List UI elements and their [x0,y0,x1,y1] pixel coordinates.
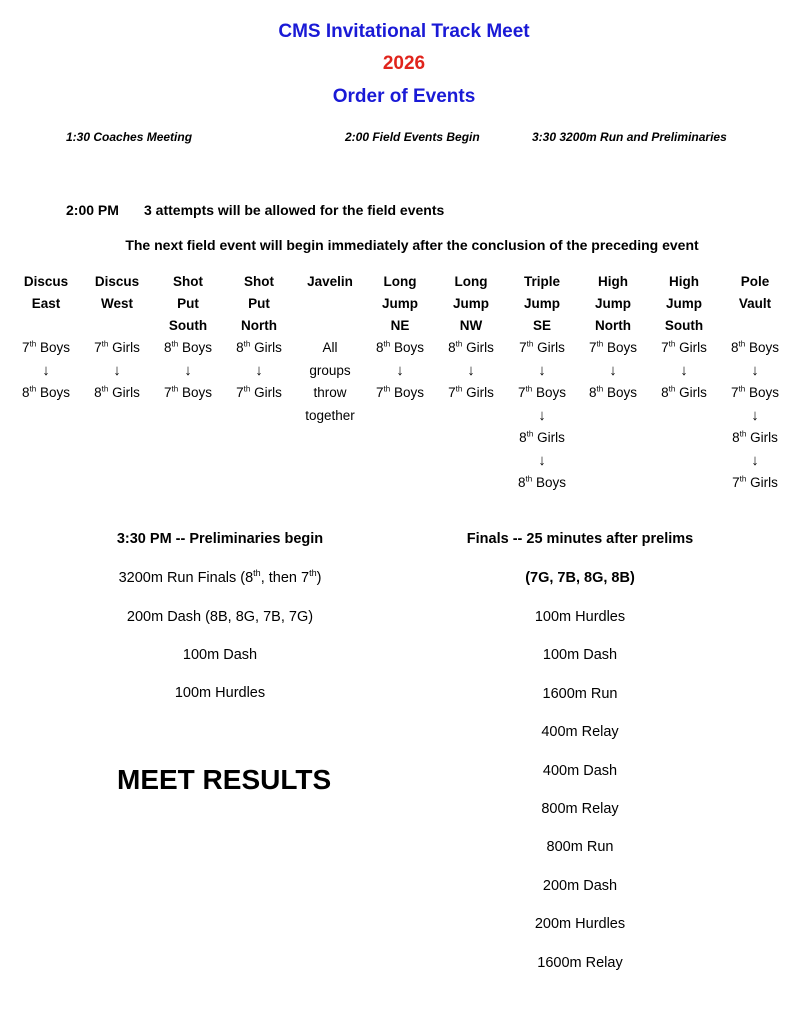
field-event-name-line: East [31,296,61,311]
field-event-name-line: NE [390,318,410,333]
field-event-group: 8th Boys [164,339,212,355]
down-arrow-icon: ↓ [396,361,404,379]
field-event-column [81,271,153,405]
prelims-run-finals: 3200m Run Finals (8th, then 7th) [118,568,322,586]
field-event-name [506,271,578,337]
field-event-column [223,271,295,405]
down-arrow-icon: ↓ [184,361,192,379]
field-event-group: 7th Girls [732,474,778,490]
field-event-group: 7th Boys [518,384,566,400]
field-event-group: 8th Boys [22,384,70,400]
field-event-column [152,271,224,405]
finals-event: 400m Dash [542,762,618,779]
field-event-name-line: NW [459,318,483,333]
field-event-name [648,271,720,337]
schedule-3200m-run: 3:30 3200m Run and Preliminaries [532,130,727,144]
finals-event: 1600m Run [542,685,618,702]
field-event-group: 7th Boys [589,339,637,355]
field-event-group: 7th Boys [376,384,424,400]
field-event-name-line: Long [454,274,488,289]
prelims-event: 200m Dash (8B, 8G, 7B, 7G) [126,609,314,625]
field-event-note: groups [309,362,351,378]
field-event-group: 8th Boys [731,339,779,355]
schedule-coaches-meeting: 1:30 Coaches Meeting [66,130,193,144]
year-label: 2026 [382,53,426,74]
field-event-column [719,271,791,495]
field-event-name-line: Shot [244,274,274,289]
down-arrow-icon: ↓ [751,406,759,424]
field-event-name [294,271,366,337]
field-event-group: 8th Girls [448,339,494,355]
field-event-note: All [322,340,338,355]
field-event-group: 7th Girls [661,339,707,355]
finals-event: 100m Hurdles [534,609,626,625]
field-event-column [648,271,720,405]
field-event-group: 8th Boys [376,339,424,355]
field-event-name-line: West [100,296,133,311]
field-event-note: throw [313,385,347,400]
field-event-name-line: South [664,318,704,333]
field-event-name-line: Long [383,274,417,289]
field-event-name-line: Vault [738,296,772,311]
field-event-name [719,271,791,337]
down-arrow-icon: ↓ [538,451,546,469]
field-event-name-line: Put [248,296,270,311]
meet-results-heading[interactable]: MEET RESULTS [117,764,332,795]
field-event-name-line: High [669,274,699,289]
finals-event: 800m Relay [541,801,619,817]
down-arrow-icon: ↓ [467,361,475,379]
field-event-name [223,271,295,337]
field-event-name-line: SE [532,318,551,333]
field-event-name-line: Jump [594,296,631,311]
finals-event: 400m Relay [541,724,619,741]
schedule-field-events: 2:00 Field Events Begin [345,130,480,144]
field-event-name-line: Discus [94,274,140,289]
finals-event: 800m Run [546,839,614,856]
field-event-name [364,271,436,337]
field-event-name [577,271,649,337]
field-event-column [435,271,507,405]
finals-order: (7G, 7B, 8G, 8B) [525,570,635,586]
field-event-column [506,271,578,495]
down-arrow-icon: ↓ [680,361,688,379]
down-arrow-icon: ↓ [751,451,759,469]
field-event-name-line: Discus [23,274,69,289]
field-event-group: 8th Girls [236,339,282,355]
field-event-group: 8th Boys [589,384,637,400]
field-event-group: 8th Girls [519,429,565,445]
field-event-column [294,271,366,427]
finals-event: 1600m Relay [537,954,623,971]
field-event-name [10,271,82,337]
finals-event: 100m Dash [542,647,618,664]
field-event-name-line: North [241,318,277,333]
field-event-name-line: Jump [452,296,489,311]
field-event-group: 7th Boys [731,384,779,400]
field-event-group: 8th Girls [94,384,140,400]
field-event-group: 7th Girls [236,384,282,400]
finals-event: 200m Hurdles [534,916,626,933]
prelims-event: 100m Dash [182,647,258,663]
page-subtitle: Order of Events [332,86,476,107]
field-event-group: 7th Boys [22,339,70,355]
field-event-name-line: Triple [523,274,560,289]
field-event-note: together [305,407,355,423]
field-event-group: 8th Girls [732,429,778,445]
field-sequence-note: The next field event will begin immediately after the conclusion of the preceding event [125,237,699,253]
field-event-name-line: Pole [740,274,770,289]
prelims-event: 100m Hurdles [174,685,266,701]
finals-event: 200m Dash [542,877,618,894]
down-arrow-icon: ↓ [751,361,759,379]
field-event-group: 8th Boys [518,474,566,490]
field-event-name [81,271,153,337]
down-arrow-icon: ↓ [42,361,50,379]
prelims-heading: 3:30 PM -- Preliminaries begin [116,531,324,547]
field-event-name [152,271,224,337]
field-event-name-line: Jump [523,296,560,311]
field-event-group: 7th Boys [164,384,212,400]
field-event-name-line: High [598,274,628,289]
down-arrow-icon: ↓ [113,361,121,379]
field-event-name-line: Shot [173,274,203,289]
page-title: CMS Invitational Track Meet [278,21,530,42]
field-event-name-line: South [168,318,208,333]
field-event-column [364,271,436,405]
field-event-name-line: Jump [381,296,418,311]
field-event-column [10,271,82,405]
down-arrow-icon: ↓ [255,361,263,379]
field-event-column [577,271,649,405]
field-start-time: 2:00 PM [66,202,119,218]
finals-heading: Finals -- 25 minutes after prelims [466,531,694,547]
field-attempts-note: 3 attempts will be allowed for the field events [144,202,445,218]
down-arrow-icon: ↓ [538,361,546,379]
field-event-group: 7th Girls [519,339,565,355]
field-event-name-line: Put [177,296,199,311]
field-event-name-line: North [595,318,631,333]
field-event-name-line: Javelin [307,274,353,289]
down-arrow-icon: ↓ [538,406,546,424]
down-arrow-icon: ↓ [609,361,617,379]
field-event-name [435,271,507,337]
field-event-group: 8th Girls [661,384,707,400]
field-event-group: 7th Girls [448,384,494,400]
field-event-group: 7th Girls [94,339,140,355]
field-event-name-line: Jump [665,296,702,311]
